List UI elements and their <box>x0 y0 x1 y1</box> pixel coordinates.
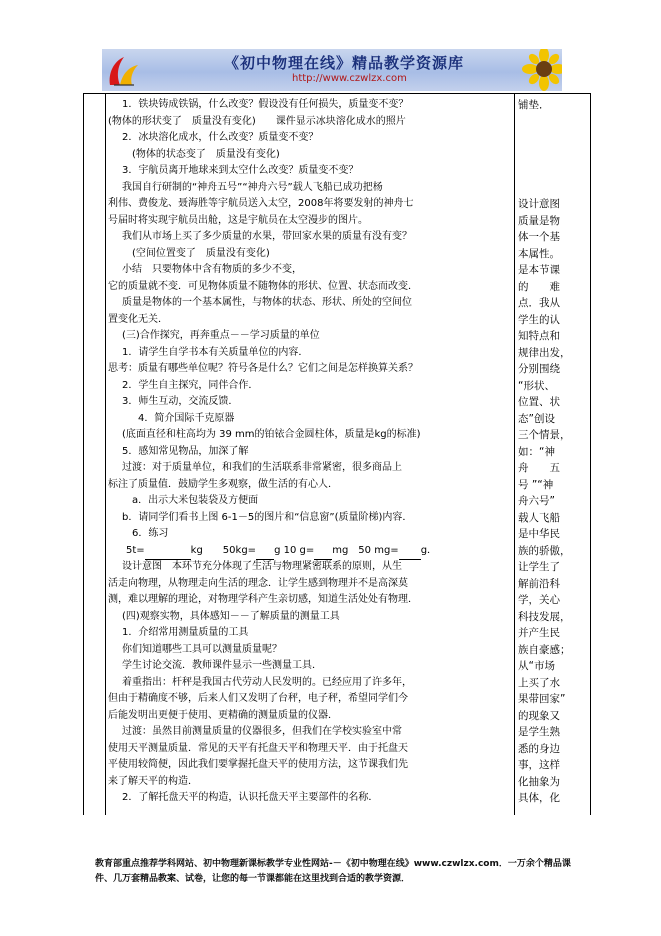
exercise-line <box>108 543 512 560</box>
content-line: 设计意图 本环节充分体现了生活与物理紧密联系的原则，从生 <box>122 561 402 572</box>
note-line: 三个情景， <box>518 429 571 441</box>
note-line: 号 ”“神 <box>518 478 554 491</box>
content-line: 后能发明出更便于使用、更精确的测量质量的仪器． <box>108 709 338 721</box>
site-logo-icon <box>104 51 142 89</box>
note-line: 铺垫． <box>518 99 550 111</box>
content-line: 1．铁块铸成铁锅，什么改变？假设没有任何损失，质量变不变？ <box>122 99 409 110</box>
content-line: 平使用较简便，因此我们要掌握托盘天平的使用方法，这节课我们先 <box>108 759 408 770</box>
table-left-border <box>83 93 84 815</box>
note-line: 族自豪感； <box>518 643 571 656</box>
content-line: 标注了质量值．鼓励学生多观察，做生活的有心人． <box>108 478 338 490</box>
content-line: (空间位置变了 质量没有变化) <box>132 247 270 259</box>
content-line: 但由于精确度不够，后来人们又发明了台秤，电子秤，希望同学们今 <box>108 693 408 704</box>
content-line: 来了解天平的构造． <box>108 775 198 787</box>
sunflower-icon <box>522 49 562 91</box>
content-line: 置变化无关． <box>108 313 168 325</box>
content-line: 3．师生互动，交流反馈． <box>122 396 239 407</box>
content-line: 活走向物理，从物理走向生活的理念．让学生感到物理并不是高深莫 <box>108 577 408 589</box>
note-line: 从“市场 <box>518 660 555 672</box>
content-line: 小结 只要物体中含有物质的多少不变， <box>122 264 302 275</box>
note-line: 事，这样 <box>518 759 560 771</box>
content-line: 着重指出：杆秤是我国古代劳动人民发明的。已经应用了许多年， <box>122 676 412 688</box>
exercise-text: 5t= <box>126 544 145 556</box>
note-line: 是学生熟 <box>518 726 560 738</box>
content-line: 思考：质量有哪些单位呢？符号各是什么？它们之间是怎样换算关系？ <box>108 363 418 374</box>
content-line: 2．学生自主探究，同伴合作． <box>122 379 259 391</box>
table-column-divider <box>514 93 515 815</box>
note-line: 舟 五 <box>518 462 560 474</box>
note-line: 并产生民 <box>518 627 560 639</box>
content-line: 测，难以理解的理论，对物理学科产生亲切感，知道生活处处有物理． <box>108 594 418 605</box>
exercise-text: mg 50 mg= <box>332 544 399 556</box>
content-line: 利伟、费俊龙、聂海胜等宇航员送入太空，2008年将要发射的神舟七 <box>108 198 414 209</box>
lesson-content-column <box>108 97 512 807</box>
banner-url[interactable]: http://www.czwlzx.com <box>292 73 407 84</box>
note-line: 上买了水 <box>518 676 560 689</box>
exercise-text: g 10 g= <box>274 544 315 556</box>
footer-line-1: 教育部重点推荐学科网站、初中物理新课标教学专业性网站-－《初中物理在线》www.czwlzx.com．一万余个精品课 <box>95 859 571 869</box>
note-line: 学生的认 <box>518 313 560 326</box>
answer-blank[interactable] <box>145 543 191 561</box>
note-line: 科技发展， <box>518 610 571 623</box>
exercise-text: g． <box>420 544 438 556</box>
note-line: 的 难 <box>518 280 560 293</box>
note-line: 分别围绕 <box>518 363 560 375</box>
content-line: 我国自行研制的“神舟五号”“神舟六号”载人飞船已成功把杨 <box>122 181 383 193</box>
content-line: 我们从市场上买了多少质量的水果，带回家水果的质量有没有变？ <box>122 231 412 242</box>
note-line: 知特点和 <box>518 330 560 342</box>
content-line: 4．简介国际千克原器 <box>138 412 235 424</box>
answer-blank[interactable] <box>399 543 421 561</box>
content-line: 号届时将实现宇航员出舱，这是宇航员在太空漫步的图片。 <box>108 214 368 226</box>
note-line: “形状、 <box>518 379 555 392</box>
content-line: 1．介绍常用测量质量的工具 <box>122 627 249 638</box>
note-line: 本属性。 <box>518 247 560 260</box>
note-line: 解前沿科 <box>518 577 560 590</box>
content-line: 质量是物体的一个基本属性，与物体的状态、形状、所处的空间位 <box>122 297 412 308</box>
content-line: b．请同学们看书上图 6-1－5的图片和“信息窗”(质量阶梯)内容． <box>122 511 413 523</box>
content-line: (物体的形状变了 质量没有变化) 课件显示冰块溶化成水的照片 <box>108 115 406 127</box>
note-line: 载人飞船 <box>518 511 560 524</box>
content-line: 学生讨论交流．教师课件显示一些测量工具． <box>122 660 322 671</box>
note-line: 规律出发， <box>518 346 571 359</box>
content-line: a．出示大米包装袋及方便面 <box>132 495 259 506</box>
note-line <box>518 147 588 164</box>
note-line <box>518 180 588 197</box>
answer-blank[interactable] <box>314 543 332 561</box>
content-line: 2．了解托盘天平的构造，认识托盘天平主要部件的名称． <box>122 792 379 803</box>
content-line: (底面直径和柱高均为 39 mm的铂铱合金圆柱体，质量是kg的标准) <box>122 429 421 440</box>
note-line: 设计意图 <box>518 198 560 210</box>
exercise-text: kg 50kg= <box>190 544 257 556</box>
note-line: 果带回家” <box>518 693 566 705</box>
note-line: 学，关心 <box>518 594 560 606</box>
table-inner-left-border <box>105 93 106 815</box>
note-line: 是本节课 <box>518 264 560 276</box>
note-line: 质量是物 <box>518 214 560 227</box>
page-footer <box>95 857 615 887</box>
note-line: 位置、状 <box>518 396 560 408</box>
note-line <box>518 130 588 147</box>
note-line: 悉的身边 <box>518 742 560 755</box>
note-line: 体一个基 <box>518 231 560 243</box>
note-line: 如：“神 <box>518 445 555 458</box>
table-right-border <box>590 93 591 815</box>
note-line: 让学生了 <box>518 561 560 573</box>
content-line: 它的质量就不变．可见物体质量不随物体的形状、位置、状态而改变． <box>108 280 418 292</box>
note-line: 点．我从 <box>518 297 560 309</box>
content-line: (四)观察实物，具体感知－－了解质量的测量工具 <box>122 610 340 622</box>
content-line: 过渡：虽然目前测量质量的仪器很多，但我们在学校实验室中常 <box>122 726 402 737</box>
note-line <box>518 163 588 180</box>
content-line: 6．练习 <box>132 528 169 539</box>
content-line: (三)合作探究，再奔重点－－学习质量的单位 <box>122 330 320 341</box>
banner-title: 《初中物理在线》精品教学资源库 <box>224 54 465 72</box>
design-notes-column <box>518 97 588 807</box>
content-line: 1．请学生自学书本有关质量单位的内容． <box>122 346 309 358</box>
content-line: (物体的状态变了 质量没有变化) <box>132 148 280 160</box>
note-line: 是中华民 <box>518 528 560 540</box>
note-line: 具体，化 <box>518 792 560 804</box>
content-line: 2．冰块溶化成水，什么改变？质量变不变？ <box>122 132 319 143</box>
note-line: 化抽象为 <box>518 775 560 788</box>
content-line: 使用天平测量质量．常见的天平有托盘天平和物理天平．由于托盘天 <box>108 742 408 754</box>
content-line: 你们知道哪些工具可以测量质量呢？ <box>122 643 282 655</box>
note-line <box>518 114 588 131</box>
content-line: 过渡：对于质量单位，和我们的生活联系非常紧密，很多商品上 <box>122 462 402 473</box>
note-line: 舟六号” <box>518 495 555 507</box>
content-line: 5．感知常见物品，加深了解 <box>122 445 249 457</box>
note-line: 态”创设 <box>518 412 555 425</box>
header-banner <box>102 49 562 91</box>
answer-blank[interactable] <box>256 543 274 561</box>
footer-line-2: 件、几万套精品教案、试卷，让您的每一节课都能在这里找到合适的教学资源． <box>95 874 411 884</box>
content-line: 3．宇航员离开地球来到太空什么改变？质量变不变？ <box>122 165 359 176</box>
note-line: 的现象又 <box>518 709 560 722</box>
note-line: 族的骄傲， <box>518 544 571 557</box>
